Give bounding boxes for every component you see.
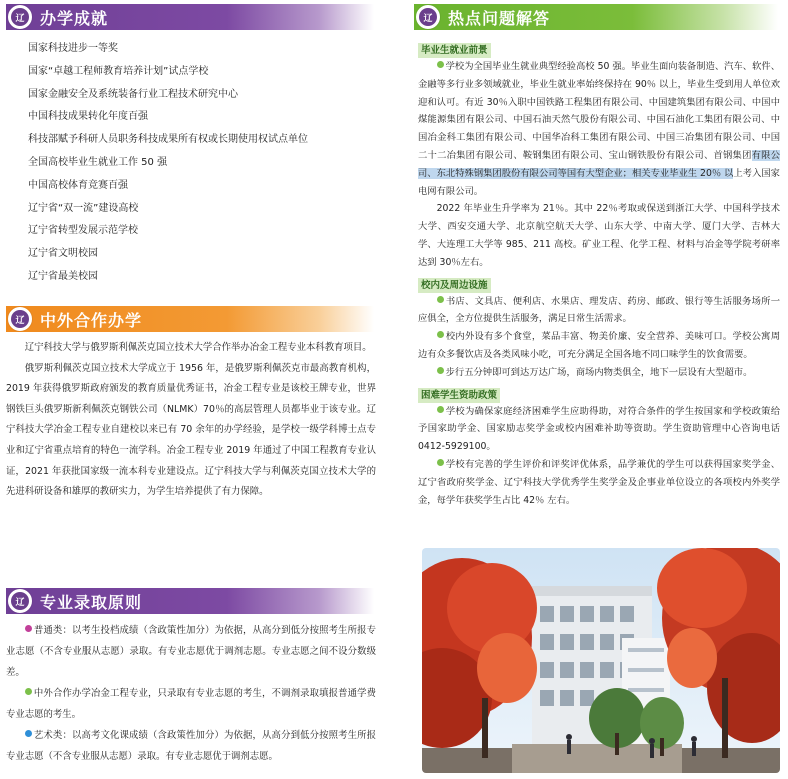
list-item: 辽宁省最美校园 [28,270,98,282]
school-logo-icon: 辽 [8,5,32,29]
employment-section [418,38,780,272]
school-logo-icon: 辽 [416,5,440,29]
campus-paragraph: 书店、文具店、便利店、水果店、理发店、药房、邮政、银行等生活服务场所一应俱全，全方位提供生活服务，满足日常生活需求。 [418,295,780,325]
school-logo-icon: 辽 [8,307,32,331]
employment-paragraph-1: 学校为全国毕业生就业典型经验高校 50 强。毕业生面向装备制造、汽车、软件、金融等多行业多领域就业，毕业生就业率始终保持在 90％ 以上，毕业生受到用人单位欢迎和认可。有近 30％入职中国铁路工程集团有限公司、中国建筑集团有限公司、中国中煤能源集团有限公司、中国石油天然气股份有限公司、中国石油化工集团有限公司、中国冶金科工集团有限公司、中国华冶科工集团有限公司、中国三冶集团有限公司、中国二十二冶集团有限公司、鞍钢集团有限公司、宝山钢铁股份有限公司、首钢集团有限公司、东北特殊钢集团股份有限公司等国有大型企业；相关专业毕业生 20％ 以上考入国家电网有限公司。 [418,61,780,197]
right-column [414,0,782,779]
left-column [6,0,382,779]
list-item: 科技部赋予科研人员职务科技成果所有权或长期使用权试点单位 [28,134,308,146]
cooperation-text [6,338,376,503]
highlighted-text: 有限公司、东北特殊钢集团股份有限公司等国有大型企业；相关专业毕业生 20％ 以 [418,149,780,179]
bullet-icon [437,296,444,303]
cooperation-paragraph-1: 辽宁科技大学与俄罗斯利佩茨克国立技术大学合作举办冶金工程专业本科教育项目。 [24,342,372,353]
list-item: 国家金融安全及系统装备行业工程技术研究中心 [28,88,238,100]
list-item: 辽宁省转型发展示范学校 [28,225,138,237]
bullet-icon [437,406,444,413]
campus-photo [422,548,780,773]
campus-paragraph: 步行五分钟即可到达万达广场，商场内物类俱全，地下一层设有大型超市。 [418,364,780,382]
admission-title: 专业录取原则 [40,592,143,612]
admission-text [6,620,376,767]
aid-section [418,383,780,510]
hot-questions-banner [414,4,778,30]
achievements-banner [6,4,374,30]
list-item: 辽宁省文明校园 [28,248,98,260]
cooperation-banner [6,306,374,332]
cooperation-title: 中外合作办学 [40,310,143,330]
campus-heading: 校内及周边设施 [418,278,491,293]
employment-heading: 毕业生就业前景 [418,43,491,58]
list-item: 中国高校体育竞赛百强 [28,179,128,191]
list-item: 国家科技进步一等奖 [28,43,118,54]
admission-rule: 普通类：以考生投档成绩（含政策性加分）为依据，从高分到低分按照考生所报专业志愿（不含专业服从志愿）录取。有专业志愿优于调剂志愿。专业志愿之间不设分数级差。 [6,625,376,678]
campus-photo-illustration [422,548,780,773]
bullet-icon [437,459,444,466]
achievements-list [28,38,308,289]
employment-paragraph-2: 2022 年毕业生升学率为 21％。其中 22％考取或保送到浙江大学、中国科学技术大学、西安交通大学、北京航空航天大学、山东大学、中南大学、厦门大学、吉林大学、大连理工大学等 985、211 高校。矿业工程、化学工程、材料与冶金等学院考研率达到 30％左右。 [418,203,780,268]
list-item: 国家“卓越工程师教育培养计划”试点学校 [28,65,209,77]
list-item: 辽宁省“双一流”建设高校 [28,202,139,214]
hot-questions-content [418,38,780,509]
bullet-icon [25,688,32,695]
bullet-icon [437,61,444,68]
aid-paragraph: 学校为确保家庭经济困难学生应助得助，对符合条件的学生按国家和学校政策给予国家助学金、国家励志奖学金或校内困难补助等资助。学生资助管理中心咨询电话 0412-5929100。 [418,405,780,453]
school-logo-icon: 辽 [8,589,32,613]
admission-rule: 艺术类：以高考文化课成绩（含政策性加分）为依据，从高分到低分按照考生所报专业志愿（不含专业服从志愿）录取。有专业志愿优于调剂志愿。 [6,730,376,762]
bullet-icon [437,367,444,374]
cooperation-paragraph-2: 俄罗斯利佩茨克国立技术大学成立于 1956 年，是俄罗斯利佩茨克市最高教育机构，2019 年获得俄罗斯政府颁发的教育质量优秀证书，冶金工程专业是该校王牌专业，世界钢铁巨头俄罗斯新利佩茨克钢铁公司（NLMK）70％的高层管理人员都毕业于该专业。辽宁科技大学冶金工程专业自建校以来已有 70 余年的办学经验，是学校一级学科博士点专业和辽宁省重点培育的特色一流学科。冶金工程专业 2019 年通过了中国工程教育专业认证，2021 年获批国家级一流本科专业建设点。辽宁科技大学与利佩茨克国立技术大学的先进科研设备和雄厚的教研实力，为学生培养提供了有力保障。 [6,362,376,498]
aid-heading: 困难学生资助政策 [418,388,500,403]
achievements-title: 办学成就 [40,8,109,28]
admission-rule: 中外合作办学冶金工程专业，只录取有专业志愿的考生，不调剂录取填报普通学费专业志愿的考生。 [6,688,376,720]
aid-paragraph: 学校有完善的学生评价和评奖评优体系，品学兼优的学生可以获得国家奖学金、辽宁省政府奖学金、辽宁科技大学优秀学生奖学金及企事业单位设立的各项校内外奖学金，每学年获奖学生占比 42％ 左右。 [418,458,780,506]
bullet-icon [25,625,32,632]
bullet-icon [437,331,444,338]
admission-banner [6,588,374,614]
hot-questions-title: 热点问题解答 [448,8,551,28]
campus-section [418,273,780,382]
bullet-icon [25,730,32,737]
list-item: 中国科技成果转化年度百强 [28,111,148,123]
list-item: 全国高校毕业生就业工作 50 强 [28,156,168,168]
campus-paragraph: 校内外设有多个食堂，菜品丰富、物美价廉、安全营养、美味可口。学校公寓周边有众多餐饮店及各类风味小吃，可充分满足全国各地不同口味学生的饮食需要。 [418,331,780,360]
